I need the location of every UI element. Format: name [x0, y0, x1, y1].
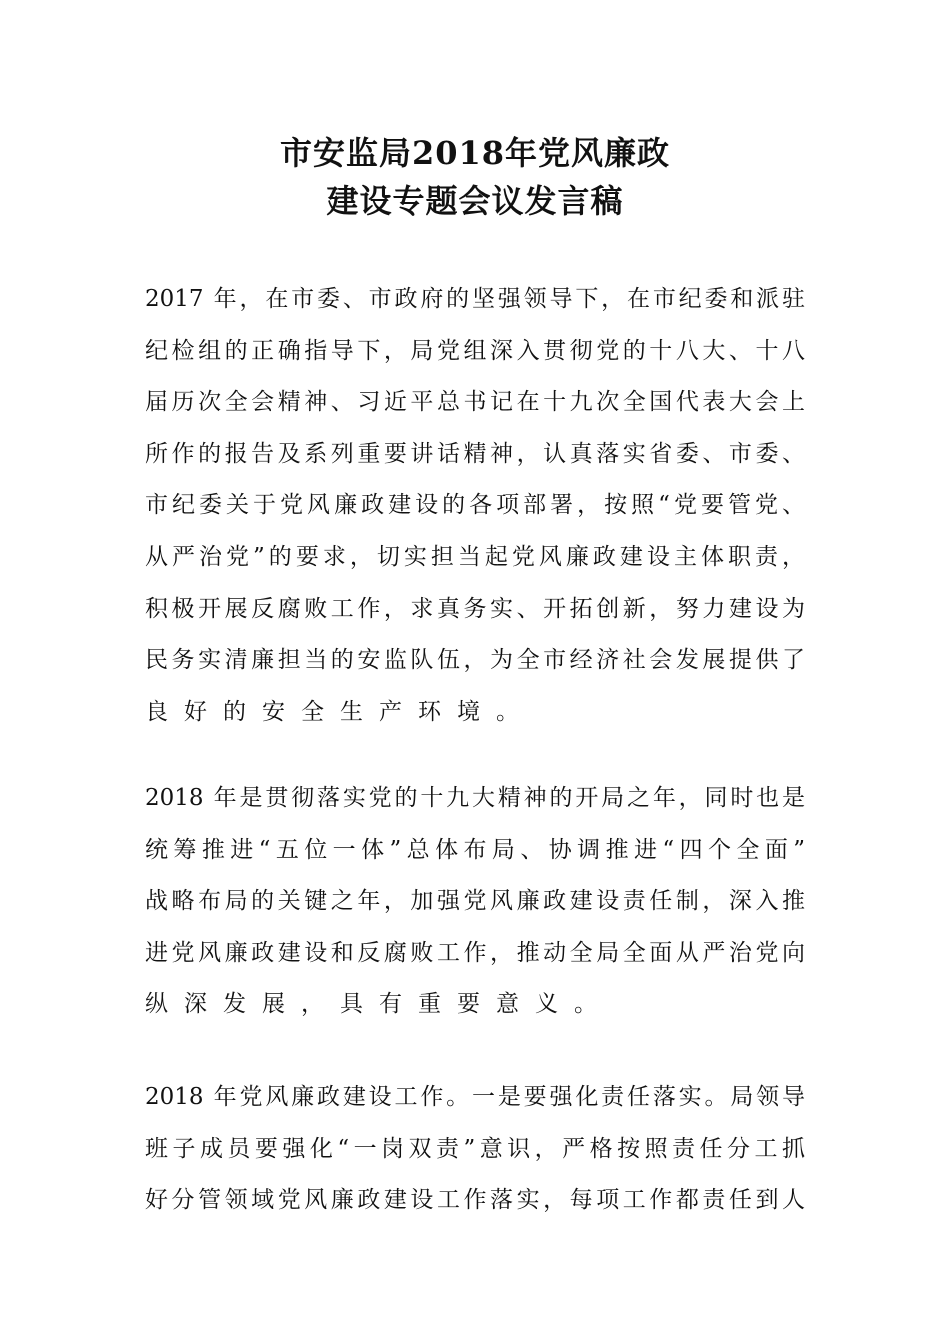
text-line: 好分管领域党风廉政建设工作落实，每项工作都责任到人	[145, 1187, 805, 1214]
text-line: 2018 年是贯彻落实党的十九大精神的开局之年，同时也是	[145, 785, 805, 811]
paragraph-1	[145, 274, 805, 738]
text-line: 2018 年党风廉政建设工作。一是要强化责任落实。局领导	[145, 1084, 805, 1110]
text-line: 积极开展反腐败工作，求真务实、开拓创新，努力建设为	[145, 595, 805, 622]
paragraph-2	[145, 773, 805, 1031]
text-line: 纪检组的正确指导下，局党组深入贯彻党的十八大、十八	[145, 337, 805, 364]
text-line: 纵深发展，具有重要意义。	[145, 991, 613, 1018]
text-line: 班子成员要强化“一岗双责”意识，严格按照责任分工抓	[145, 1135, 805, 1162]
document-title-line-1: 市安监局2018年党风廉政	[279, 134, 671, 172]
text-line: 良好的安全生产环境。	[145, 698, 535, 725]
text-line: 进党风廉政建设和反腐败工作，推动全局全面从严治党向	[145, 939, 805, 966]
text-line: 所作的报告及系列重要讲话精神，认真落实省委、市委、	[145, 440, 805, 467]
text-line: 市纪委关于党风廉政建设的各项部署，按照“党要管党、	[145, 492, 805, 519]
text-line: 战略布局的关键之年，加强党风廉政建设责任制，深入推	[145, 888, 805, 915]
text-line: 2017 年，在市委、市政府的坚强领导下，在市纪委和派驻	[145, 286, 805, 312]
text-line: 统筹推进“五位一体”总体布局、协调推进“四个全面”	[145, 836, 805, 863]
text-line: 届历次全会精神、习近平总书记在十九次全国代表大会上	[145, 389, 805, 416]
document-title-line-2: 建设专题会议发言稿	[326, 182, 624, 220]
text-line: 从严治党”的要求，切实担当起党风廉政建设主体职责，	[145, 543, 805, 570]
paragraph-3	[145, 1072, 805, 1227]
text-line: 民务实清廉担当的安监队伍，为全市经济社会发展提供了	[145, 647, 805, 674]
